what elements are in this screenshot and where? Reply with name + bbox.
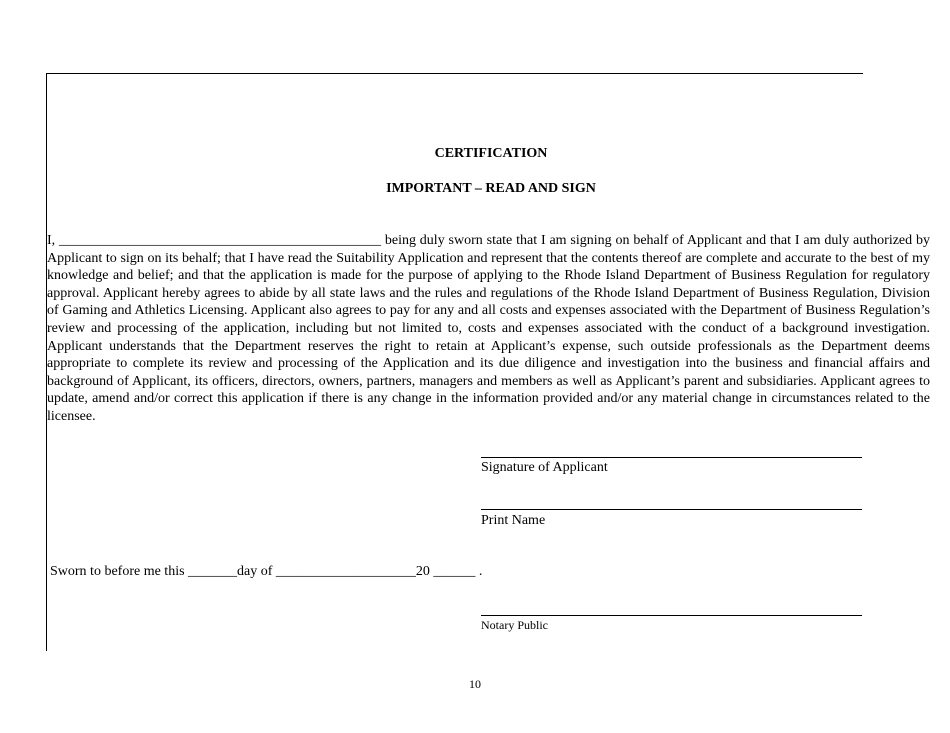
applicant-signature-label: Signature of Applicant	[481, 460, 608, 475]
sworn-statement: Sworn to before me this _______day of ____________________20 ______ .	[50, 564, 483, 579]
print-name-line[interactable]	[481, 509, 862, 510]
certification-subtitle: IMPORTANT – READ AND SIGN	[386, 181, 596, 196]
applicant-signature-line[interactable]	[481, 457, 862, 458]
print-name-label: Print Name	[481, 513, 546, 528]
page-number: 10	[469, 677, 481, 691]
form-border-top	[46, 73, 863, 74]
notary-signature-line[interactable]	[481, 615, 862, 616]
certification-title: CERTIFICATION	[434, 146, 548, 161]
certification-paragraph: I, ______________________________________________ being duly sworn state that I am signing on behalf of Applicant and that I am duly authorized by Applicant to sign on its behalf; that I have read the Suitability Application and represent that the contents thereof are complete and accurate to the best of my knowledge and belief; and that the application is made for the purpose of applying to the Rhode Island Department of Business Regulation for regulatory approval. Applicant hereby agrees to abide by all state laws and the rules and regulations of the Rhode Island Department of Business Regulation, Division of Gaming and Athletics Licensing. Applicant also agrees to pay for any and all costs and expenses associated with the Department of Business Regulation’s review and processing of the application, including but not limited to, costs and expenses associated with the conduct of a background investigation. Applicant understands that the Department reserves the right to retain at Applicant’s expense, such outside professionals as the Department deems appropriate to complete its review and processing of the Application and its due diligence and investigation into the business and financial affairs and background of Applicant, its officers, directors, owners, partners, managers and members as well as Applicant’s parent and subsidiaries. Applicant agrees to update, amend and/or correct this application if there is any change in the information provided and/or any material change in circumstances related to the licensee.	[47, 233, 930, 424]
notary-public-label: Notary Public	[481, 618, 548, 632]
